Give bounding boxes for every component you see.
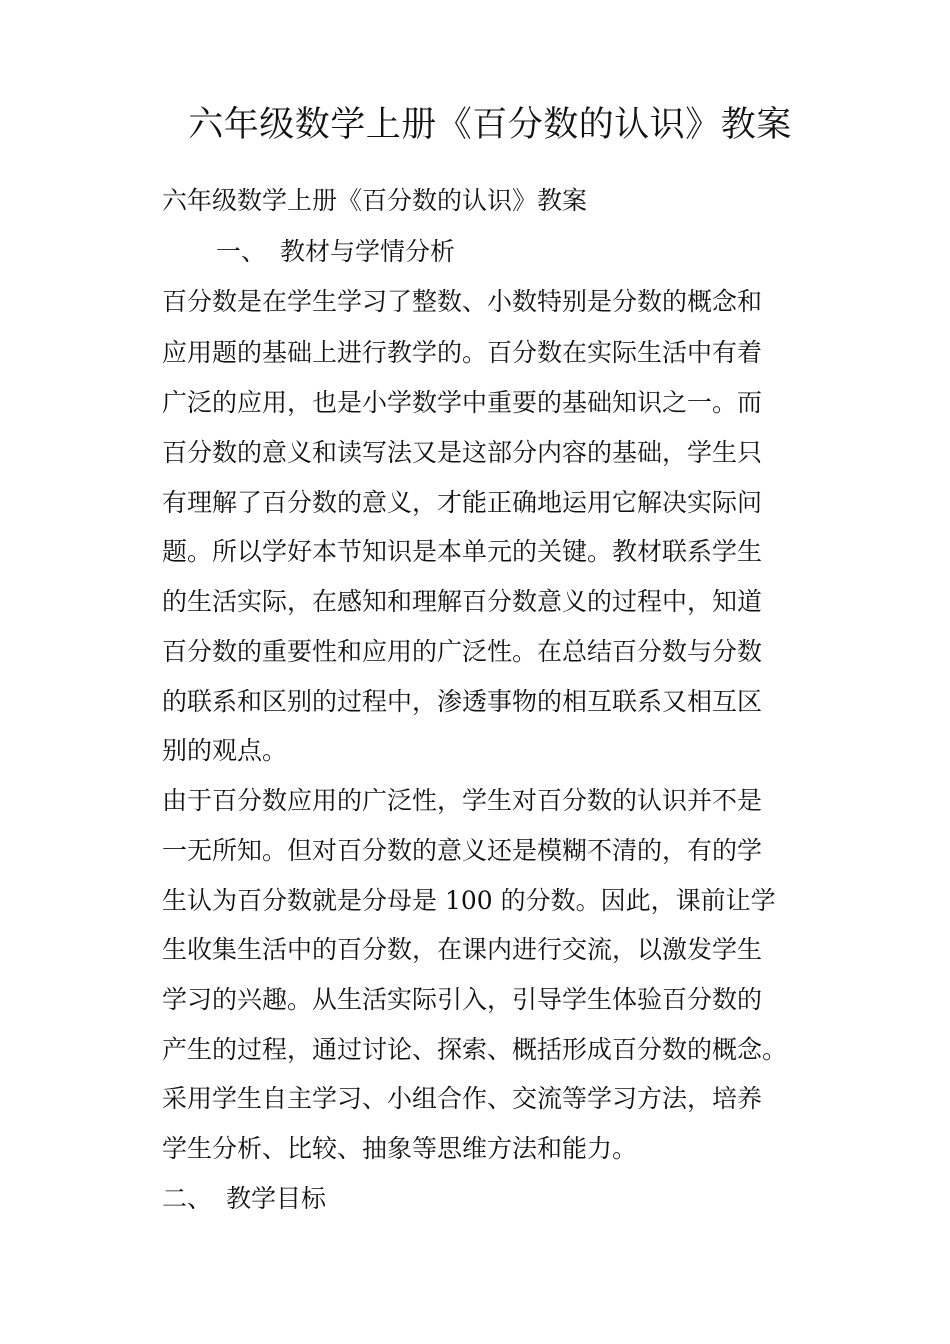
paragraph-1-line: 百分数的意义和读写法又是这部分内容的基础，学生只 (162, 438, 763, 467)
section-title-1: 教材与学情分析 (280, 237, 456, 266)
paragraph-2-line: 学生分析、比较、抽象等思维方法和能力。 (162, 1134, 638, 1163)
document-title: 六年级数学上册《百分数的认识》教案 (188, 105, 792, 145)
paragraph-1-line: 应用题的基础上进行教学的。百分数在实际生活中有着 (162, 338, 763, 367)
paragraph-1-line: 别的观点。 (162, 736, 288, 765)
paragraph-2-line: 产生的过程，通过讨论、探索、概括形成百分数的概念。 (162, 1035, 788, 1064)
paragraph-1-line: 题。所以学好本节知识是本单元的关键。教材联系学生 (162, 537, 763, 566)
paragraph-2-line: 生收集生活中的百分数，在课内进行交流，以激发学生 (162, 935, 763, 964)
paragraph-1-line: 百分数是在学生学习了整数、小数特别是分数的概念和 (162, 287, 763, 316)
paragraph-2-line: 采用学生自主学习、小组合作、交流等学习方法，培养 (162, 1084, 763, 1113)
paragraph-2-line: 生认为百分数就是分母是 100 的分数。因此，课前让学 (162, 886, 776, 915)
paragraph-2-line: 一无所知。但对百分数的意义还是模糊不清的，有的学 (162, 836, 763, 865)
paragraph-1-line: 的联系和区别的过程中，渗透事物的相互联系又相互区 (162, 687, 763, 716)
paragraph-2-line: 由于百分数应用的广泛性，学生对百分数的认识并不是 (162, 786, 763, 815)
section-heading-1 (216, 235, 455, 269)
section-title-2: 教学目标 (226, 1184, 327, 1213)
section-number-2: 二、 (162, 1184, 213, 1213)
paragraph-1-line: 的生活实际，在感知和理解百分数意义的过程中，知道 (162, 587, 763, 616)
section-number-1: 一、 (216, 237, 267, 266)
paragraph-1-line: 有理解了百分数的意义，才能正确地运用它解决实际问 (162, 488, 763, 517)
paragraph-1-line: 广泛的应用，也是小学数学中重要的基础知识之一。而 (162, 388, 763, 417)
paragraph-1-line: 百分数的重要性和应用的广泛性。在总结百分数与分数 (162, 637, 763, 666)
document-subtitle: 六年级数学上册《百分数的认识》教案 (162, 186, 588, 215)
section-heading-2 (162, 1182, 326, 1216)
paragraph-2-line: 学习的兴趣。从生活实际引入，引导学生体验百分数的 (162, 985, 763, 1014)
